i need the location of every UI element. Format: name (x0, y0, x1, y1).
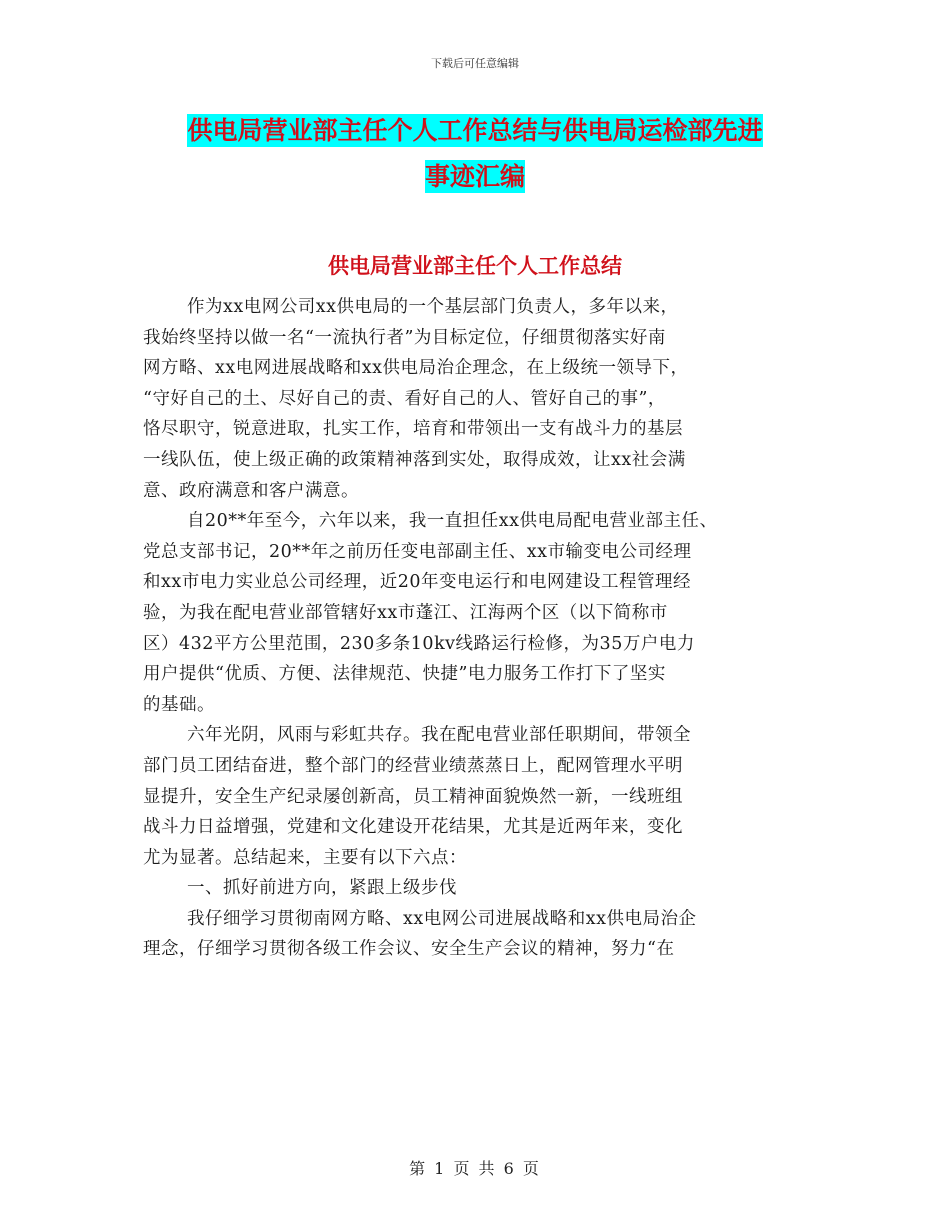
page-footer: 第 1 页 共 6 页 (409, 1159, 541, 1178)
text-line: 理念，仔细学习贯彻各级工作会议、安全生产会议的精神，努力“在 (143, 939, 675, 960)
body-text (143, 292, 808, 965)
text-line: 我仔细学习贯彻南网方略、xx电网公司进展战略和xx供电局治企 (187, 908, 697, 929)
title-line-1: 供电局营业部主任个人工作总结与供电局运检部先进 (187, 116, 763, 145)
text-line: 意、政府满意和客户满意。 (143, 480, 359, 501)
title-line-2: 事迹汇编 (424, 162, 525, 191)
text-line: 六年光阴，风雨与彩虹共存。我在配电营业部任职期间，带领全 (187, 725, 691, 746)
text-line: 我始终坚持以做一名“一流执行者”为目标定位，仔细贯彻落实好南 (143, 327, 666, 348)
text-line: 的基础。 (143, 694, 215, 715)
text-line: 党总支部书记，20**年之前历任变电部副主任、xx市输变电公司经理 (143, 541, 692, 562)
text-line: 用户提供“优质、方便、法律规范、快捷”电力服务工作打下了坚实 (143, 664, 666, 685)
text-line: 尤为显著。总结起来，主要有以下六点： (143, 847, 467, 868)
text-line: 一线队伍，使上级正确的政策精神落到实处，取得成效，让xx社会满 (143, 449, 686, 470)
text-line: 部门员工团结奋进，整个部门的经营业绩蒸蒸日上，配网管理水平明 (143, 755, 683, 776)
header-note: 下载后可任意编辑 (431, 57, 519, 70)
section-title: 供电局营业部主任个人工作总结 (328, 254, 622, 278)
text-line: 自20**年至今，六年以来，我一直担任xx供电局配电营业部主任、 (187, 511, 718, 532)
text-line: 作为xx电网公司xx供电局的一个基层部门负责人，多年以来， (187, 297, 679, 317)
text-line: 和xx市电力实业总公司经理，近20年变电运行和电网建设工程管理经 (143, 572, 692, 593)
text-line: 恪尽职守，锐意进取，扎实工作，培育和带领出一支有战斗力的基层 (143, 419, 683, 440)
text-line: 区）432平方公里范围，230多条10kv线路运行检修，为35万户电力 (143, 633, 695, 654)
section-heading: 一、抓好前进方向，紧跟上级步伐 (187, 878, 457, 899)
text-line: 验，为我在配电营业部管辖好xx市蓬江、江海两个区（以下简称市 (143, 602, 668, 623)
text-line: 显提升，安全生产纪录屡创新高，员工精神面貌焕然一新，一线班组 (143, 786, 683, 807)
text-line: 战斗力日益增强，党建和文化建设开花结果，尤其是近两年来，变化 (143, 817, 683, 838)
document-title (150, 108, 800, 200)
text-line: “守好自己的土、尽好自己的责、看好自己的人、管好自己的事”， (143, 388, 666, 409)
text-line: 网方略、xx电网进展战略和xx供电局治企理念，在上级统一领导下， (143, 358, 689, 379)
